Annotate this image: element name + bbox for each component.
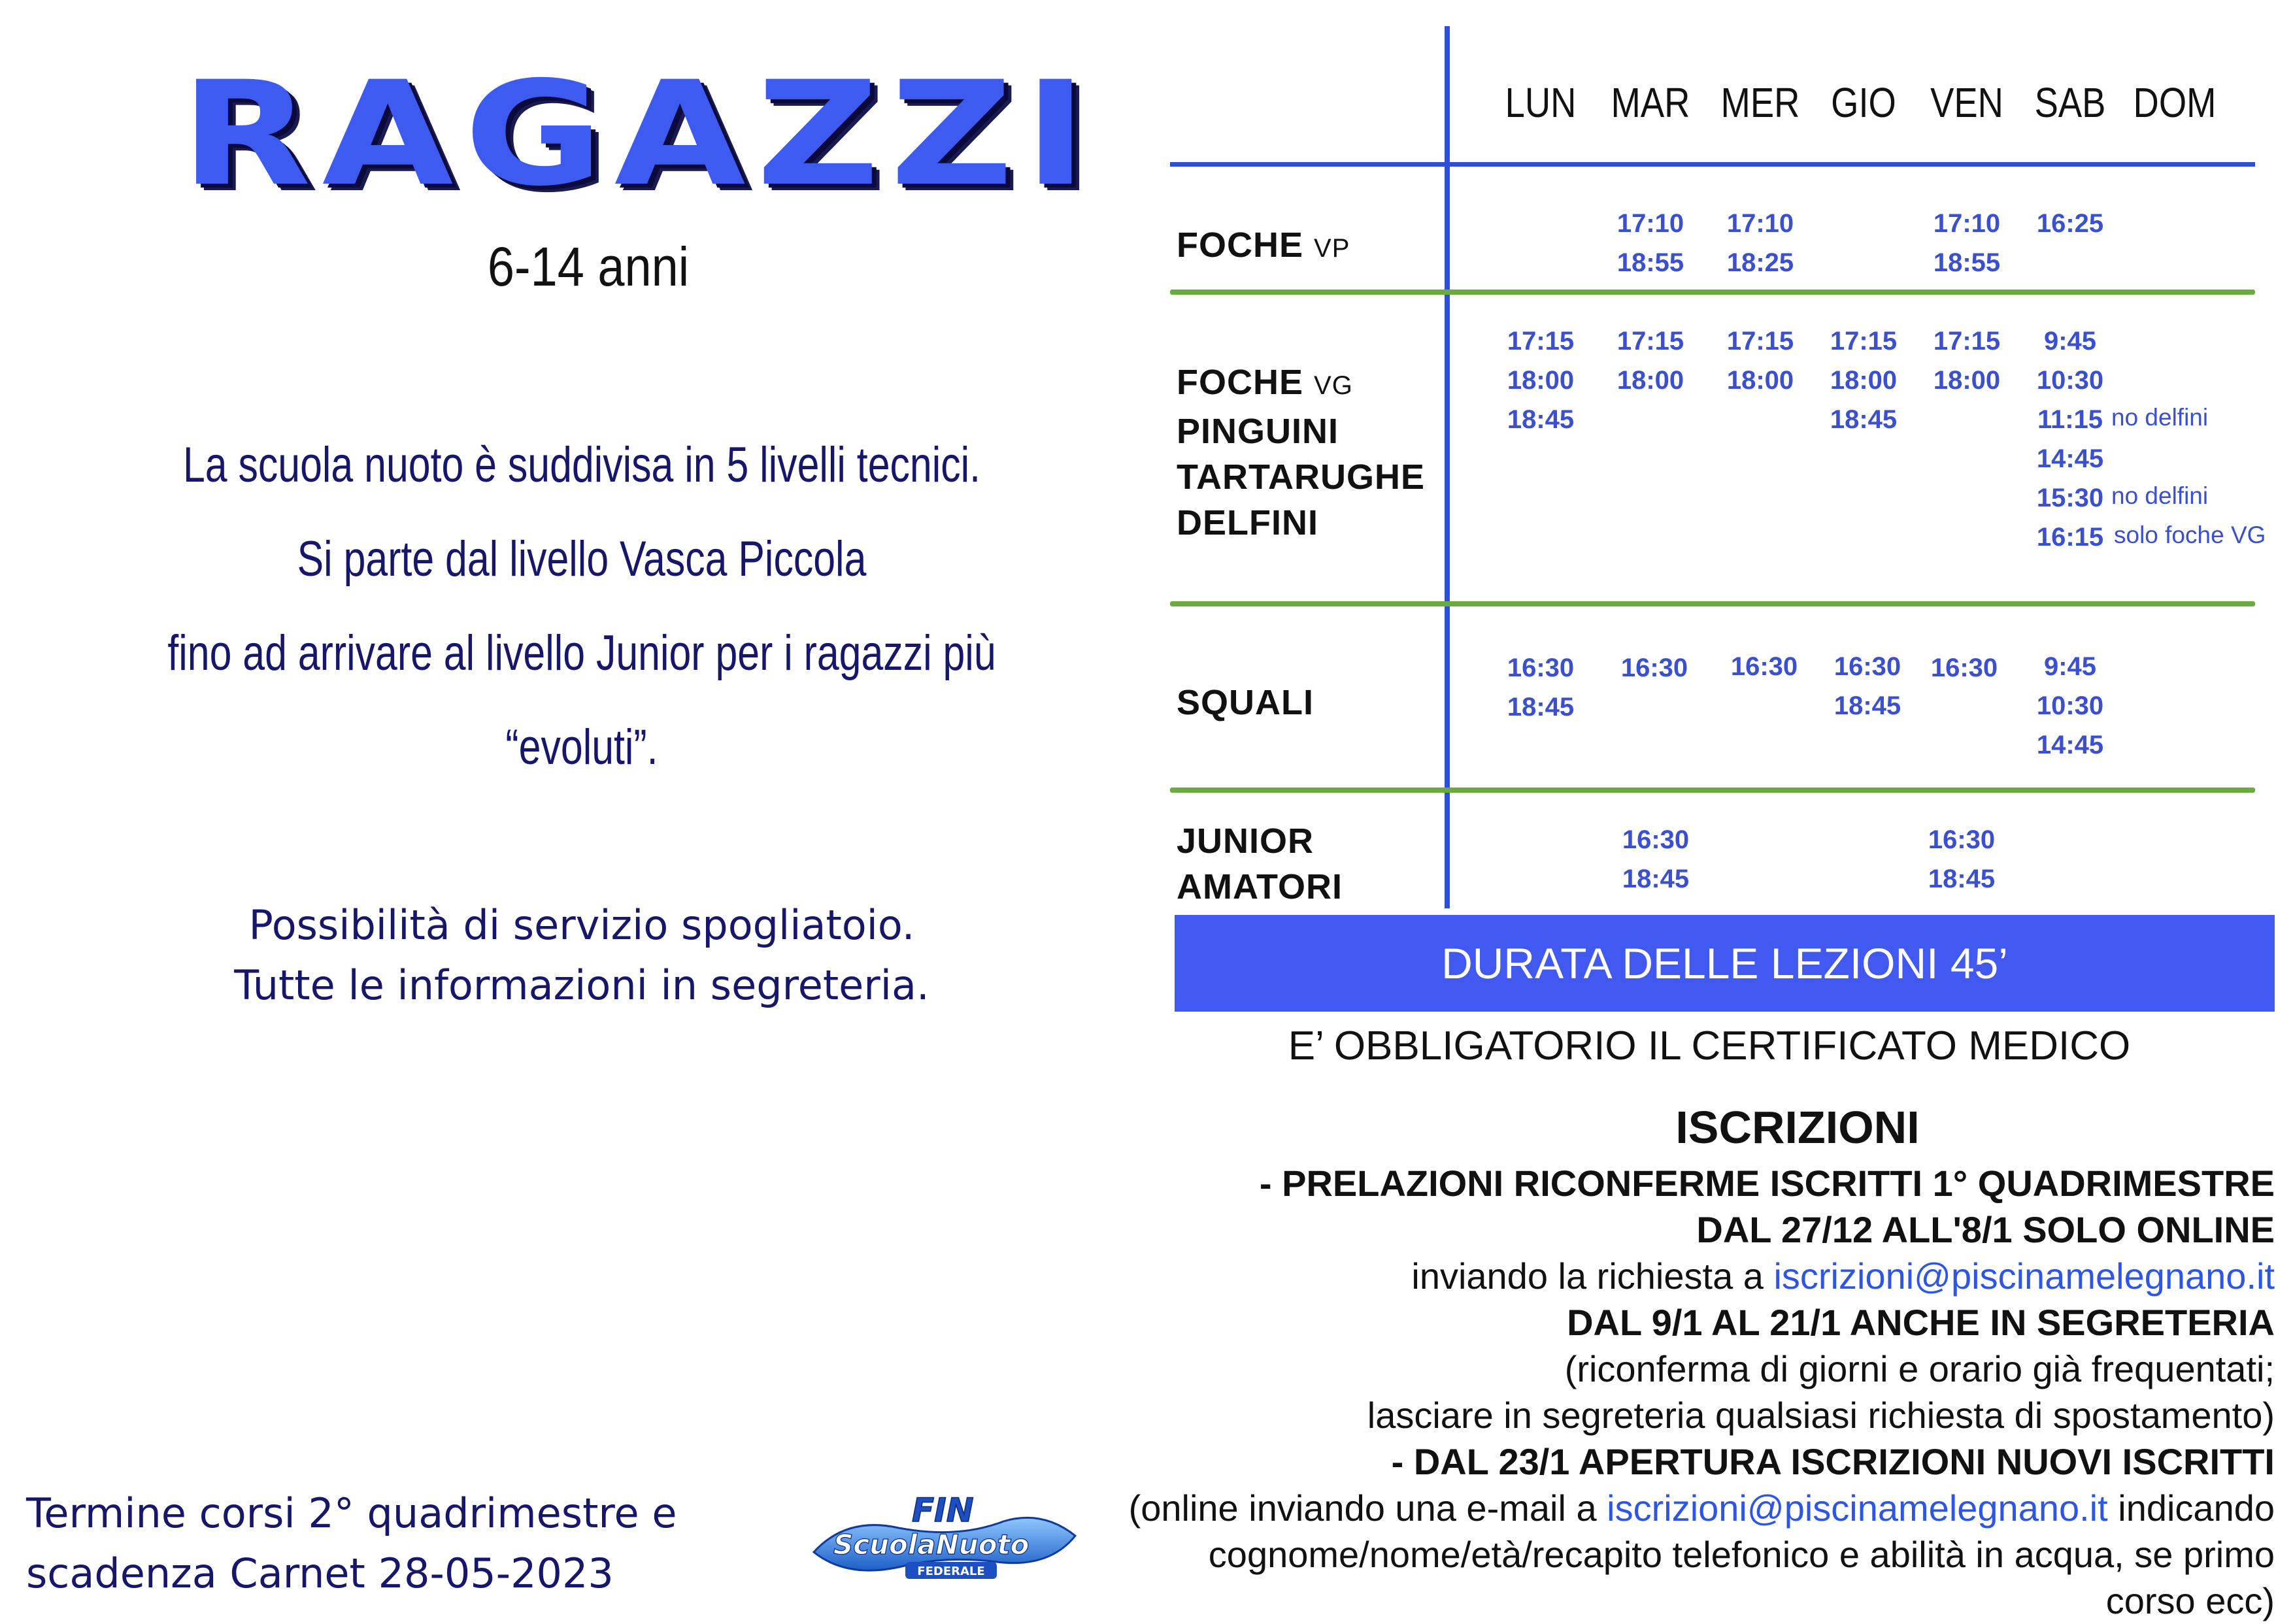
time-cell-squali-gio: 16:30 18:45 [1833,652,1901,720]
medical-certificate-notice: E’ OBBLIGATORIO IL CERTIFICATO MEDICO [1288,1023,2131,1069]
intro-line-1: La scuola nuoto è suddivisa in 5 livelli tecnici. [182,437,981,493]
time-cell-squali-sab: 9:45 10:30 14:45 [2036,652,2104,759]
time-cell-fochevg-mer: 17:15 18:00 [1726,327,1794,395]
row-label-suffix: VP [1314,234,1350,263]
note-no-delfini-2: no delfini [2111,482,2209,509]
lesson-duration-text: DURATA DELLE LEZIONI 45’ [1441,939,2008,987]
note-solo-foche-vg: solo foche VG [2114,522,2266,548]
service-line-2: Tutte le informazioni in segreteria. [234,961,929,1009]
termine-line-1: Termine corsi 2° quadrimestre e [26,1489,677,1537]
row-label-amatori: AMATORI [1177,867,1343,906]
lesson-duration-banner [1175,915,2275,1012]
email-link-2[interactable]: iscrizioni@piscinamelegnano.it [1607,1487,2108,1529]
logo-federale-text: FEDERALE [917,1565,985,1578]
row-label-suffix: VG [1314,371,1353,400]
service-line-1: Possibilità di servizio spogliatoio. [248,901,915,949]
schedule-header-rule [1170,162,2255,167]
note-no-delfini-1: no delfini [2111,404,2209,431]
iscrizioni-details [1111,1160,2275,1624]
iscrizioni-line-2: DAL 27/12 ALL'8/1 SOLO ONLINE [1696,1209,2275,1250]
time-cell-fochevg-gio: 17:15 18:00 18:45 [1830,327,1898,434]
time-cell-fochevp-mar: 17:10 18:55 [1616,209,1684,277]
time-cell-junior-mar: 16:30 18:45 [1622,825,1690,893]
email-link[interactable]: iscrizioni@piscinamelegnano.it [1773,1255,2275,1297]
iscrizioni-line-1: - PRELAZIONI RICONFERME ISCRITTI 1° QUADRIMESTRE [1259,1163,2275,1204]
page-title: RAGAZZI [180,50,1098,218]
time-cell-squali-mar: 16:30 [1620,654,1688,682]
iscrizioni-line-4: DAL 9/1 AL 21/1 ANCHE IN SEGRETERIA [1567,1302,2275,1343]
time-cell-squali-ven: 16:30 [1930,654,1998,682]
time-cell-fochevp-sab: 16:25 [2036,209,2104,238]
row-label-delfini: DELFINI [1177,503,1318,542]
iscrizioni-line-8: (online inviando una e-mail a iscrizioni@piscinamelegnano.it indicando [1128,1487,2275,1529]
row-label-foche-vg: FOCHE VG PINGUINI TARTARUGHE DELFINI [1177,359,1425,546]
time-cell-fochevg-sab: 9:45 10:30 11:15 14:45 15:30 16:15 [2036,327,2104,552]
day-header-sab: SAB [2034,79,2106,126]
time-cell-fochevp-ven: 17:10 18:55 [1933,209,2001,277]
row-label-pinguini: PINGUINI [1177,412,1339,451]
logo-scuolanuoto-text: ScuolaNuoto [833,1529,1029,1561]
schedule-vertical-rule [1445,26,1450,908]
day-header-dom: DOM [2133,79,2217,126]
day-header-ven: VEN [1930,79,2003,126]
day-header-mar: MAR [1611,79,1690,126]
iscrizioni-title: ISCRIZIONI [1675,1102,1920,1153]
intro-line-2: Si parte dal livello Vasca Piccola [297,531,867,587]
time-cell-fochevg-mar: 17:15 18:00 [1616,327,1684,395]
time-cell-junior-ven: 16:30 18:45 [1928,825,1996,893]
row-divider-3 [1170,787,2255,793]
service-info [157,895,1007,1016]
intro-text [26,418,1137,795]
row-label-junior: JUNIOR AMATORI [1177,818,1343,910]
time-cell-fochevg-ven: 17:15 18:00 [1933,327,2001,395]
row-divider-2 [1170,601,2255,606]
time-cell-fochevg-lun: 17:15 18:00 18:45 [1507,327,1575,434]
row-label-squali: SQUALI [1177,683,1314,722]
course-end-info [26,1483,745,1604]
iscrizioni-line-9: cognome/nome/età/recapito telefonico e abilità in acqua, se primo corso ecc) [1208,1534,2275,1621]
intro-line-3: fino ad arrivare al livello Junior per i ragazzi più “evoluti”. [167,625,996,775]
day-header-lun: LUN [1505,79,1577,126]
row-label-tartarughe: TARTARUGHE [1177,457,1425,497]
row-divider-1 [1170,290,2255,295]
iscrizioni-line-5: (riconferma di giorni e orario già frequentati; [1564,1348,2275,1389]
logo-fin-text: FIN [912,1491,974,1529]
iscrizioni-line-6: lasciare in segreteria qualsiasi richiesta di spostamento) [1367,1395,2275,1436]
row-label-foche-vp: FOCHE VP [1177,225,1350,265]
day-header-mer: MER [1720,79,1800,126]
iscrizioni-line-3: inviando la richiesta a iscrizioni@piscinamelegnano.it [1411,1255,2275,1297]
iscrizioni-line-7: - DAL 23/1 APERTURA ISCRIZIONI NUOVI ISCRITTI [1391,1441,2275,1482]
age-range: 6-14 anni [487,236,690,297]
termine-line-2: scadenza Carnet 28-05-2023 [26,1549,614,1597]
time-cell-squali-lun: 16:30 18:45 [1507,654,1575,721]
fin-scuolanuoto-logo [807,1490,1082,1595]
day-header-gio: GIO [1831,79,1896,126]
time-cell-squali-mer: 16:30 [1730,652,1798,681]
time-cell-fochevp-mer: 17:10 18:25 [1726,209,1794,277]
